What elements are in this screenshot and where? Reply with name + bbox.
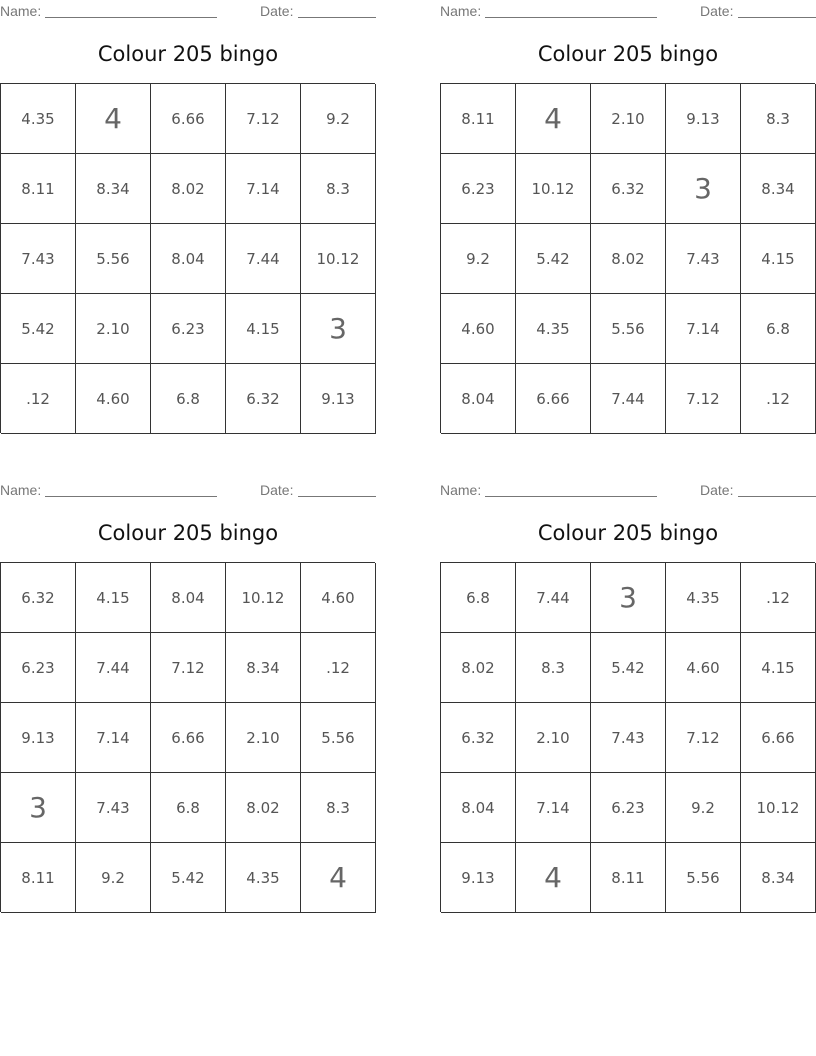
date-label: Date: xyxy=(700,482,734,498)
bingo-grid xyxy=(440,562,815,912)
bingo-cell: 9.2 xyxy=(301,84,376,154)
card-title: Colour 205 bingo xyxy=(97,521,279,545)
bingo-cell: 6.23 xyxy=(591,773,666,843)
name-label: Name: xyxy=(0,482,42,498)
bingo-cell: 6.32 xyxy=(1,563,76,633)
name-label: Name: xyxy=(440,3,482,19)
bingo-grid xyxy=(0,562,375,912)
bingo-cell: 7.43 xyxy=(1,224,76,294)
bingo-cell: 8.11 xyxy=(1,154,76,224)
bingo-cell: 8.3 xyxy=(516,633,591,703)
bingo-cell: 6.8 xyxy=(151,773,226,843)
bingo-cell: 4.60 xyxy=(666,633,741,703)
bingo-cell: 7.14 xyxy=(76,703,151,773)
bingo-cell: 6.66 xyxy=(151,703,226,773)
bingo-cell: 5.42 xyxy=(151,843,226,913)
date-field-line xyxy=(738,496,816,497)
bingo-card-3 xyxy=(0,479,376,894)
bingo-cell: 6.66 xyxy=(516,364,591,434)
bingo-card-2 xyxy=(440,0,816,408)
bingo-cell: 2.10 xyxy=(591,84,666,154)
bingo-cell: 8.34 xyxy=(76,154,151,224)
bingo-cell: .12 xyxy=(1,364,76,434)
bingo-cell: 6.66 xyxy=(151,84,226,154)
bingo-cell: 6.8 xyxy=(441,563,516,633)
bingo-cell: 7.12 xyxy=(226,84,301,154)
bingo-cell: 9.2 xyxy=(666,773,741,843)
bingo-cell: 9.13 xyxy=(441,843,516,913)
bingo-cell: 9.13 xyxy=(301,364,376,434)
date-label: Date: xyxy=(260,3,294,19)
bingo-cell: 4.35 xyxy=(1,84,76,154)
bingo-cell: 3 xyxy=(301,294,376,364)
card-header xyxy=(440,0,816,22)
bingo-cell: 7.14 xyxy=(226,154,301,224)
bingo-cell: 8.3 xyxy=(301,154,376,224)
bingo-cell: 5.42 xyxy=(591,633,666,703)
name-field-line xyxy=(45,17,217,18)
bingo-cell: 8.02 xyxy=(591,224,666,294)
bingo-cell: 7.44 xyxy=(591,364,666,434)
bingo-cell: 7.14 xyxy=(516,773,591,843)
bingo-cell: 5.56 xyxy=(591,294,666,364)
bingo-cell: 10.12 xyxy=(301,224,376,294)
bingo-cell: 9.2 xyxy=(441,224,516,294)
bingo-cell: 4.60 xyxy=(301,563,376,633)
bingo-cell: 4.15 xyxy=(741,633,816,703)
name-field-line xyxy=(485,496,657,497)
bingo-cell: 7.12 xyxy=(666,703,741,773)
bingo-card-4 xyxy=(440,479,816,894)
card-header xyxy=(0,479,376,501)
bingo-cell: .12 xyxy=(741,563,816,633)
bingo-cell: 8.04 xyxy=(441,773,516,843)
bingo-cell: 6.23 xyxy=(1,633,76,703)
bingo-cell: 7.43 xyxy=(76,773,151,843)
card-title: Colour 205 bingo xyxy=(97,42,279,66)
bingo-cell: 4.15 xyxy=(76,563,151,633)
card-header xyxy=(440,479,816,501)
bingo-cell: 8.11 xyxy=(441,84,516,154)
bingo-cell: 8.34 xyxy=(741,843,816,913)
date-label: Date: xyxy=(700,3,734,19)
bingo-cell: 8.11 xyxy=(591,843,666,913)
bingo-cell: 10.12 xyxy=(516,154,591,224)
bingo-cell: 10.12 xyxy=(226,563,301,633)
bingo-cell: 8.02 xyxy=(151,154,226,224)
bingo-cell: 4 xyxy=(516,843,591,913)
bingo-cell: 4.35 xyxy=(226,843,301,913)
bingo-cell: 5.56 xyxy=(76,224,151,294)
bingo-cell: .12 xyxy=(741,364,816,434)
bingo-cell: 7.44 xyxy=(516,563,591,633)
bingo-cell: 8.02 xyxy=(441,633,516,703)
bingo-cell: 8.11 xyxy=(1,843,76,913)
bingo-cell: 4.60 xyxy=(76,364,151,434)
bingo-cell: .12 xyxy=(301,633,376,703)
bingo-cell: 4.35 xyxy=(516,294,591,364)
bingo-cell: 9.2 xyxy=(76,843,151,913)
name-field-line xyxy=(485,17,657,18)
bingo-cell: 6.8 xyxy=(151,364,226,434)
bingo-cell: 7.12 xyxy=(151,633,226,703)
bingo-cell: 9.13 xyxy=(666,84,741,154)
card-header xyxy=(0,0,376,22)
bingo-cell: 8.04 xyxy=(151,563,226,633)
bingo-cell: 3 xyxy=(1,773,76,843)
bingo-cell: 6.66 xyxy=(741,703,816,773)
bingo-cell: 10.12 xyxy=(741,773,816,843)
bingo-cell: 8.3 xyxy=(301,773,376,843)
bingo-grid xyxy=(440,83,815,433)
bingo-cell: 6.32 xyxy=(441,703,516,773)
bingo-cell: 7.43 xyxy=(666,224,741,294)
bingo-cell: 4 xyxy=(301,843,376,913)
bingo-cell: 7.44 xyxy=(226,224,301,294)
bingo-cell: 6.32 xyxy=(226,364,301,434)
date-label: Date: xyxy=(260,482,294,498)
bingo-cell: 3 xyxy=(591,563,666,633)
name-label: Name: xyxy=(440,482,482,498)
bingo-cell: 6.32 xyxy=(591,154,666,224)
bingo-cell: 8.04 xyxy=(441,364,516,434)
bingo-cell: 6.23 xyxy=(151,294,226,364)
bingo-cell: 2.10 xyxy=(516,703,591,773)
bingo-cell: 7.12 xyxy=(666,364,741,434)
bingo-cell: 4.60 xyxy=(441,294,516,364)
bingo-cell: 8.04 xyxy=(151,224,226,294)
card-title: Colour 205 bingo xyxy=(537,42,719,66)
card-title: Colour 205 bingo xyxy=(537,521,719,545)
bingo-cell: 3 xyxy=(666,154,741,224)
date-field-line xyxy=(298,17,376,18)
bingo-cell: 8.3 xyxy=(741,84,816,154)
date-field-line xyxy=(298,496,376,497)
bingo-cell: 9.13 xyxy=(1,703,76,773)
bingo-cell: 4.35 xyxy=(666,563,741,633)
bingo-cell: 6.8 xyxy=(741,294,816,364)
bingo-card-1 xyxy=(0,0,376,408)
bingo-cell: 7.14 xyxy=(666,294,741,364)
date-field-line xyxy=(738,17,816,18)
bingo-cell: 5.42 xyxy=(1,294,76,364)
bingo-cell: 4.15 xyxy=(741,224,816,294)
bingo-cell: 8.34 xyxy=(226,633,301,703)
name-label: Name: xyxy=(0,3,42,19)
bingo-grid xyxy=(0,83,375,433)
bingo-cell: 8.34 xyxy=(741,154,816,224)
bingo-cell: 5.56 xyxy=(301,703,376,773)
bingo-cell: 4 xyxy=(76,84,151,154)
bingo-cell: 5.56 xyxy=(666,843,741,913)
name-field-line xyxy=(45,496,217,497)
bingo-cell: 6.23 xyxy=(441,154,516,224)
bingo-cell: 4 xyxy=(516,84,591,154)
bingo-cell: 2.10 xyxy=(76,294,151,364)
bingo-cell: 8.02 xyxy=(226,773,301,843)
bingo-cell: 7.43 xyxy=(591,703,666,773)
bingo-cell: 4.15 xyxy=(226,294,301,364)
bingo-cell: 5.42 xyxy=(516,224,591,294)
bingo-cell: 7.44 xyxy=(76,633,151,703)
bingo-cell: 2.10 xyxy=(226,703,301,773)
